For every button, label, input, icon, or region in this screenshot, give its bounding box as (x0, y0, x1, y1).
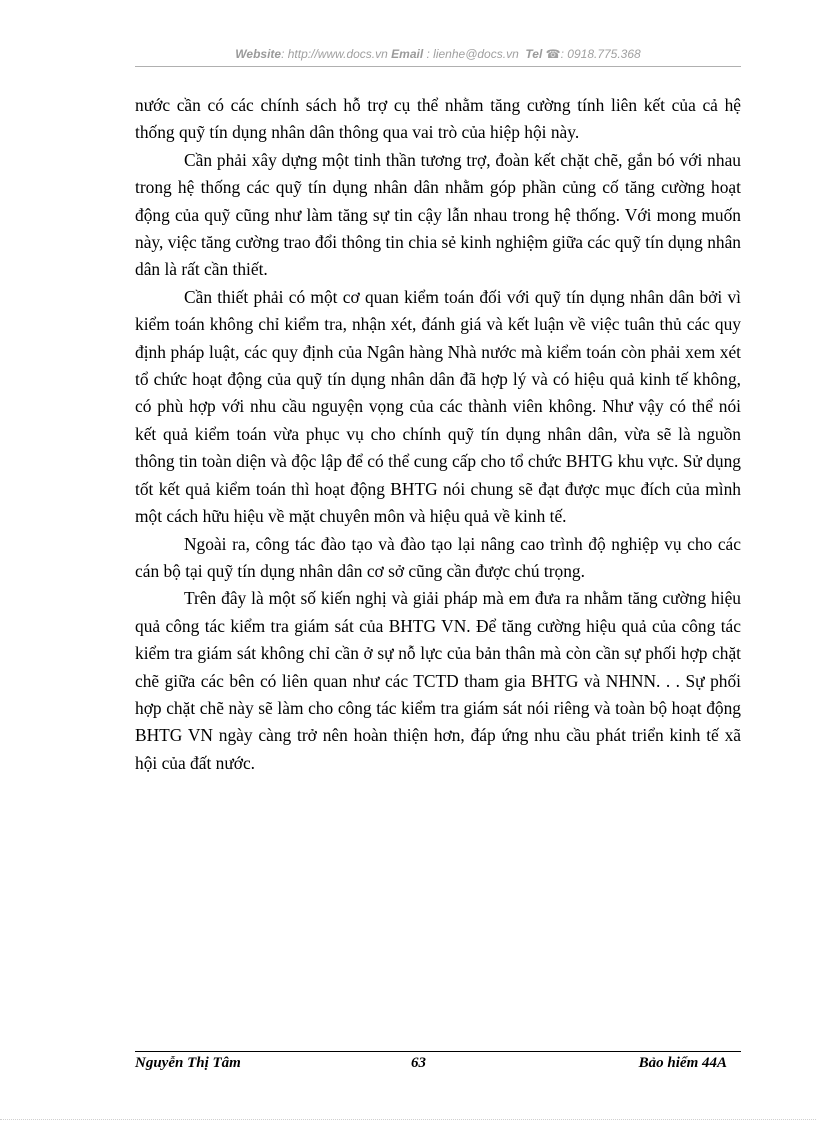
paragraph-3: Cần thiết phải có một cơ quan kiểm toán đối với quỹ tín dụng nhân dân bởi vì kiểm toán không chỉ kiểm tra, nhận xét, đánh giá và kết luận về việc tuân thủ các quy định pháp luật, các quy định của Ngân hàng Nhà nước mà kiểm toán còn phải xem xét tổ chức hoạt động của quỹ tín dụng nhân dân đã hợp lý và có hiệu quả kinh tế không, có phù hợp với nhu cầu nguyện vọng của các thành viên không. Như vậy có thể nói kết quả kiểm toán vừa phục vụ cho chính quỹ tín dụng nhân dân, vừa sẽ là nguồn thông tin toàn diện và độc lập để có thể cung cấp cho tổ chức BHTG khu vực. Sử dụng tốt kết quả kiểm toán thì hoạt động BHTG nói chung sẽ đạt được mục đích của mình một cách hữu hiệu về mặt chuyên môn và hiệu quả về kinh tế. (135, 286, 741, 527)
tel-value: : 0918.775.368 (560, 47, 641, 61)
page-number: 63 (411, 1055, 426, 1071)
website-label: Website (235, 47, 282, 61)
footer-author: Nguyễn Thị Tâm (135, 1055, 241, 1071)
paragraph-2: Cần phải xây dựng một tinh thần tương trợ, đoàn kết chặt chẽ, gắn bó với nhau trong hệ thống các quỹ tín dụng nhân dân nhằm góp phần củng cố tăng cường hoạt động của quỹ cũng như làm tăng sự tin cậy lẫn nhau trong hệ thống. Với mong muốn này, việc tăng cường trao đổi thông tin chia sẻ kinh nghiệm giữa các quỹ tín dụng nhân dân là rất cần thiết. (135, 149, 741, 280)
footer-divider (135, 1051, 741, 1052)
website-value[interactable]: : http://www.docs.vn (281, 47, 388, 61)
phone-icon: ☎ (545, 47, 561, 61)
document-body (135, 92, 741, 777)
paragraph-1: nước cần có các chính sách hỗ trợ cụ thể nhằm tăng cường tính liên kết của cả hệ thống quỹ tín dụng nhân dân thông qua vai trò của hiệp hội này. (135, 95, 741, 143)
page-footer (135, 1055, 741, 1077)
paragraph-4: Ngoài ra, công tác đào tạo và đào tạo lại nâng cao trình độ nghiệp vụ cho các cán bộ tại quỹ tín dụng nhân dân cơ sở cũng cần được chú trọng. (135, 533, 741, 581)
page-bottom-border (0, 1119, 816, 1120)
tel-label: Tel (525, 47, 543, 61)
paragraph-5: Trên đây là một số kiến nghị và giải pháp mà em đưa ra nhằm tăng cường hiệu quả công tác kiểm tra giám sát của BHTG VN. Để tăng cường hiệu quả của công tác kiểm tra giám sát không chỉ cần ở sự nỗ lực của bản thân mà còn cần sự phối hợp chặt chẽ giữa các bên có liên quan như các TCTD tham gia BHTG và NHNN. . . Sự phối hợp chặt chẽ này sẽ làm cho công tác kiểm tra giám sát nói riêng và toàn bộ hoạt động BHTG VN ngày càng trở nên hoàn thiện hơn, đáp ứng nhu cầu phát triển kinh tế xã hội của đất nước. (135, 588, 741, 773)
page-header (135, 47, 741, 61)
email-value[interactable]: : lienhe@docs.vn (423, 47, 519, 61)
email-label: Email (391, 47, 424, 61)
footer-department: Bảo hiểm 44A (638, 1055, 727, 1071)
header-divider (135, 66, 741, 67)
